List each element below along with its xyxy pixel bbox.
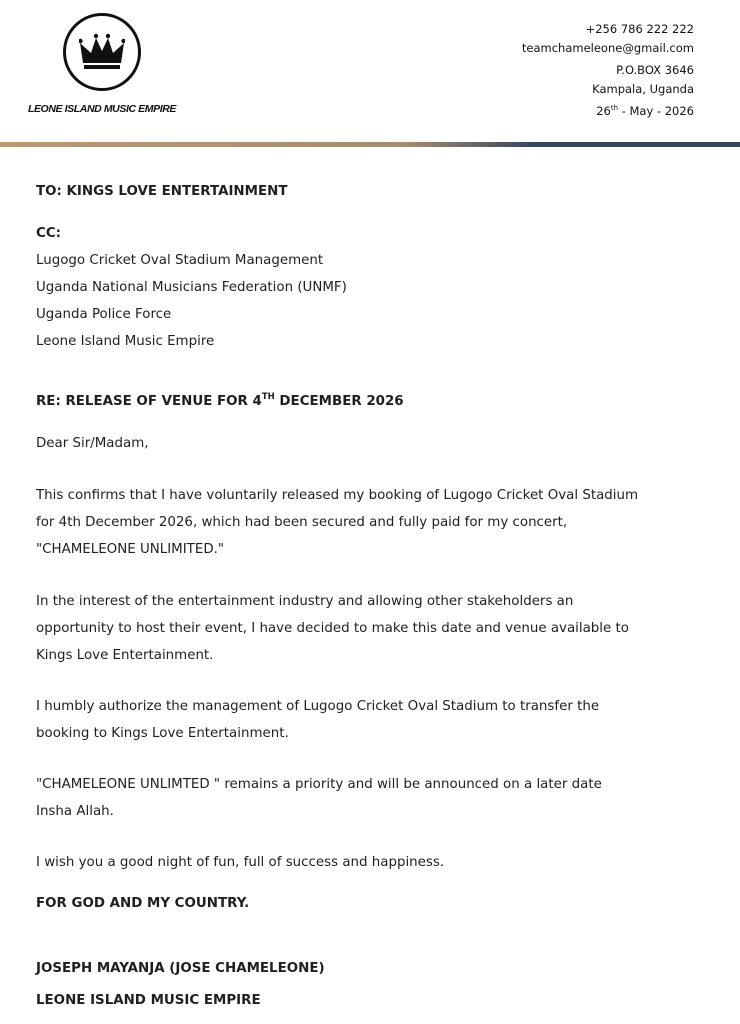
cc-item: Uganda National Musicians Federation (UNMF)	[36, 280, 347, 295]
contact-block	[522, 20, 694, 121]
letter-body	[36, 178, 716, 1014]
email: teamchameleone@gmail.com	[521, 40, 694, 55]
phone: +256 786 222 222	[585, 22, 694, 36]
cc-item: Leone Island Music Empire	[36, 334, 215, 349]
crown-logo	[63, 13, 141, 91]
paragraph-1	[36, 482, 716, 563]
logo-text: LEONE ISLAND MUSIC EMPIRE	[27, 103, 177, 115]
signatory-name: JOSEPH MAYANJA (JOSE CHAMELEONE)	[36, 961, 325, 976]
subject-line: RE: RELEASE OF VENUE FOR 4TH DECEMBER 2026	[36, 392, 404, 409]
cc-block	[36, 220, 716, 355]
city: Kampala, Uganda	[592, 81, 694, 96]
paragraph-2	[36, 588, 716, 669]
signatory-organization: LEONE ISLAND MUSIC EMPIRE	[36, 993, 261, 1008]
paragraph-3	[36, 693, 716, 747]
recipient-line: TO: KINGS LOVE ENTERTAINMENT	[36, 184, 288, 199]
text-line: booking to Kings Love Entertainment.	[36, 726, 289, 741]
text-line: I humbly authorize the management of Lugogo Cricket Oval Stadium to transfer the	[36, 699, 600, 714]
header-rule	[0, 142, 740, 147]
text-line: Insha Allah.	[36, 804, 114, 819]
letter-date: 26th - May - 2026	[596, 104, 694, 118]
cc-item: Uganda Police Force	[36, 307, 172, 322]
paragraph-4	[36, 771, 716, 825]
motto: FOR GOD AND MY COUNTRY.	[36, 896, 250, 911]
text-line: for 4th December 2026, which had been secured and fully paid for my concert,	[36, 515, 568, 530]
cc-item: Lugogo Cricket Oval Stadium Management	[36, 253, 324, 268]
text-line: In the interest of the entertainment industry and allowing other stakeholders an	[36, 594, 574, 609]
text-line: "CHAMELEONE UNLIMITED."	[36, 542, 225, 557]
closing-wish: I wish you a good night of fun, full of success and happiness.	[36, 855, 445, 870]
text-line: Kings Love Entertainment.	[36, 648, 214, 663]
cc-label: CC:	[36, 226, 62, 241]
text-line: opportunity to host their event, I have decided to make this date and venue available to	[36, 621, 629, 636]
salutation: Dear Sir/Madam,	[36, 436, 149, 451]
text-line: This confirms that I have voluntarily released my booking of Lugogo Cricket Oval Stadium	[36, 488, 639, 503]
po-box: P.O.BOX 3646	[616, 63, 694, 77]
crown-icon	[79, 33, 125, 71]
text-line: "CHAMELEONE UNLIMTED " remains a priority and will be announced on a later date	[36, 777, 602, 792]
letterhead	[0, 0, 740, 150]
